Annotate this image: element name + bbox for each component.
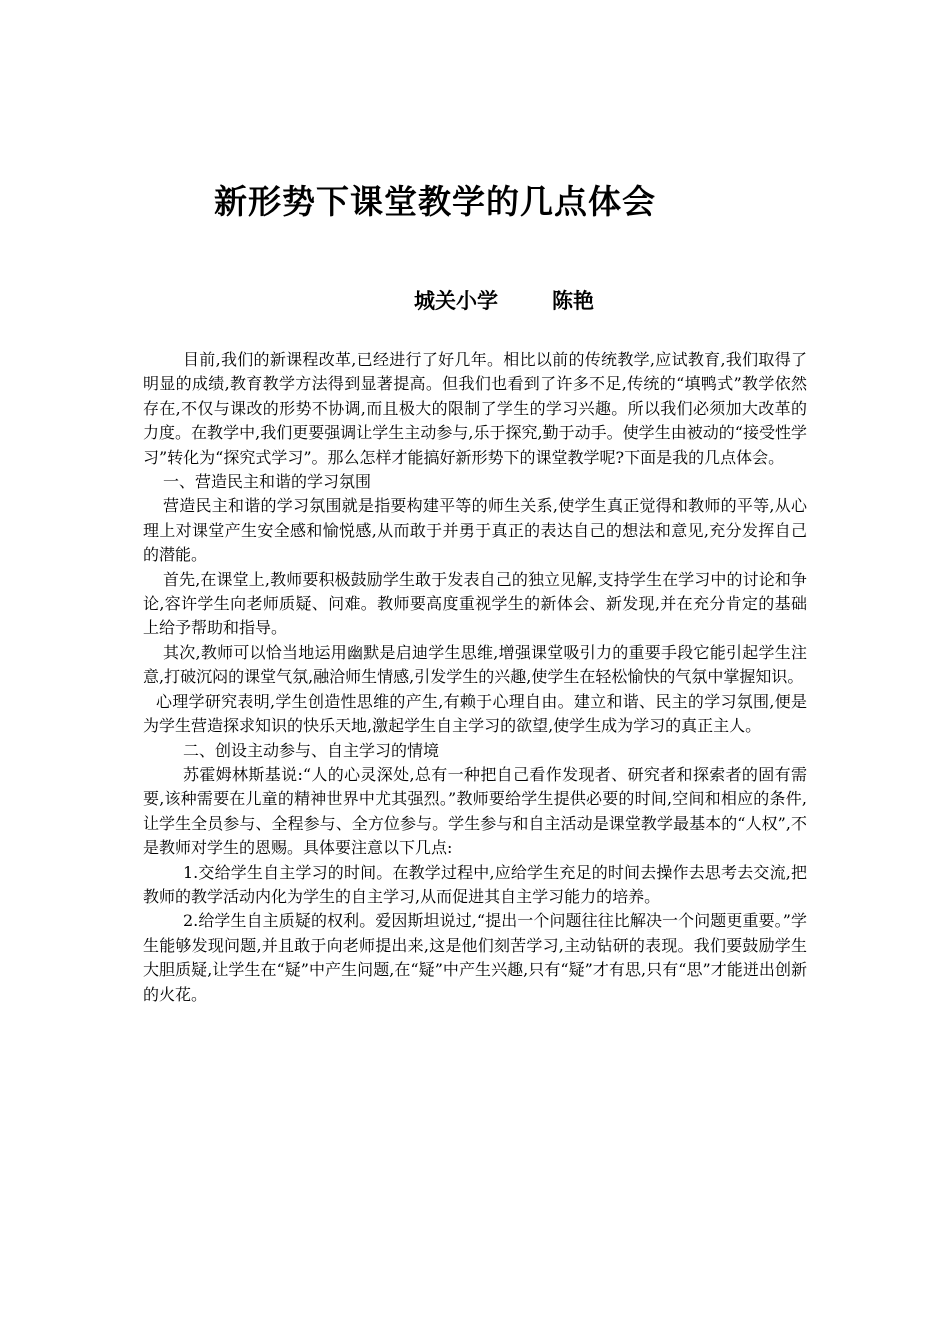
paragraph: 营造民主和谐的学习氛围就是指要构建平等的师生关系,使学生真正觉得和教师的平等,从心理上对课堂产生安全感和愉悦感,从而敢于并勇于真正的表达自己的想法和意见,充分发挥自己的潜能。 [143, 496, 807, 565]
byline [414, 285, 594, 315]
paragraph: 首先,在课堂上,教师要积极鼓励学生敢于发表自己的独立见解,支持学生在学习中的讨论和争论,容许学生向老师质疑、问难。教师要高度重视学生的新体会、新发现,并在充分肯定的基础上给予帮助和指导。 [143, 569, 807, 638]
school-name: 城关小学 [414, 289, 498, 313]
document-title: 新形势下课堂教学的几点体会 [214, 182, 656, 221]
section-heading-1: 一、营造民主和谐的学习氛围 [163, 472, 372, 492]
author-name: 陈艳 [552, 289, 594, 313]
paragraph: 苏霍姆林斯基说:“人的心灵深处,总有一种把自己看作发现者、研究者和探索者的固有需要,该种需要在儿童的精神世界中尤其强烈。”教师要给学生提供必要的时间,空间和相应的条件,让学生全员参与、全程参与、全方位参与。学生参与和自主活动是课堂教学最基本的“人权”,不是教师对学生的恩赐。具体要注意以下几点: [143, 764, 807, 858]
list-item: 2.给学生自主质疑的权利。爱因斯坦说过,“提出一个问题往往比解决一个问题更重要。”学生能够发现问题,并且敢于向老师提出来,这是他们刻苦学习,主动钻研的表现。我们要鼓励学生大胆质疑,让学生在“疑”中产生问题,在“疑”中产生兴趣,只有“疑”才有思,只有“思”才能迸出创新的火花。 [143, 911, 807, 1004]
paragraph: 其次,教师可以恰当地运用幽默是启迪学生思维,增强课堂吸引力的重要手段它能引起学生注意,打破沉闷的课堂气氛,融洽师生情感,引发学生的兴趣,使学生在轻松愉快的气氛中掌握知识。 [143, 642, 807, 687]
document-body [143, 348, 807, 1007]
paragraph: 心理学研究表明,学生创造性思维的产生,有赖于心理自由。建立和谐、民主的学习氛围,便是为学生营造探求知识的快乐天地,激起学生自主学习的欲望,使学生成为学习的真正主人。 [143, 691, 807, 736]
paragraph-intro: 目前,我们的新课程改革,已经进行了好几年。相比以前的传统教学,应试教育,我们取得了明显的成绩,教育教学方法得到显著提高。但我们也看到了许多不足,传统的“填鸭式”教学依然存在,不仅与课改的形势不协调,而且极大的限制了学生的学习兴趣。所以我们必须加大改革的力度。在教学中,我们更要强调让学生主动参与,乐于探究,勤于动手。使学生由被动的“接受性学习”转化为“探究式学习”。那么怎样才能搞好新形势下的课堂教学呢?下面是我的几点体会。 [143, 350, 807, 467]
section-heading-2: 二、创设主动参与、自主学习的情境 [183, 740, 440, 760]
list-item: 1.交给学生自主学习的时间。在教学过程中,应给学生充足的时间去操作去思考去交流,把教师的教学活动内化为学生的自主学习,从而促进其自主学习能力的培养。 [143, 862, 807, 906]
